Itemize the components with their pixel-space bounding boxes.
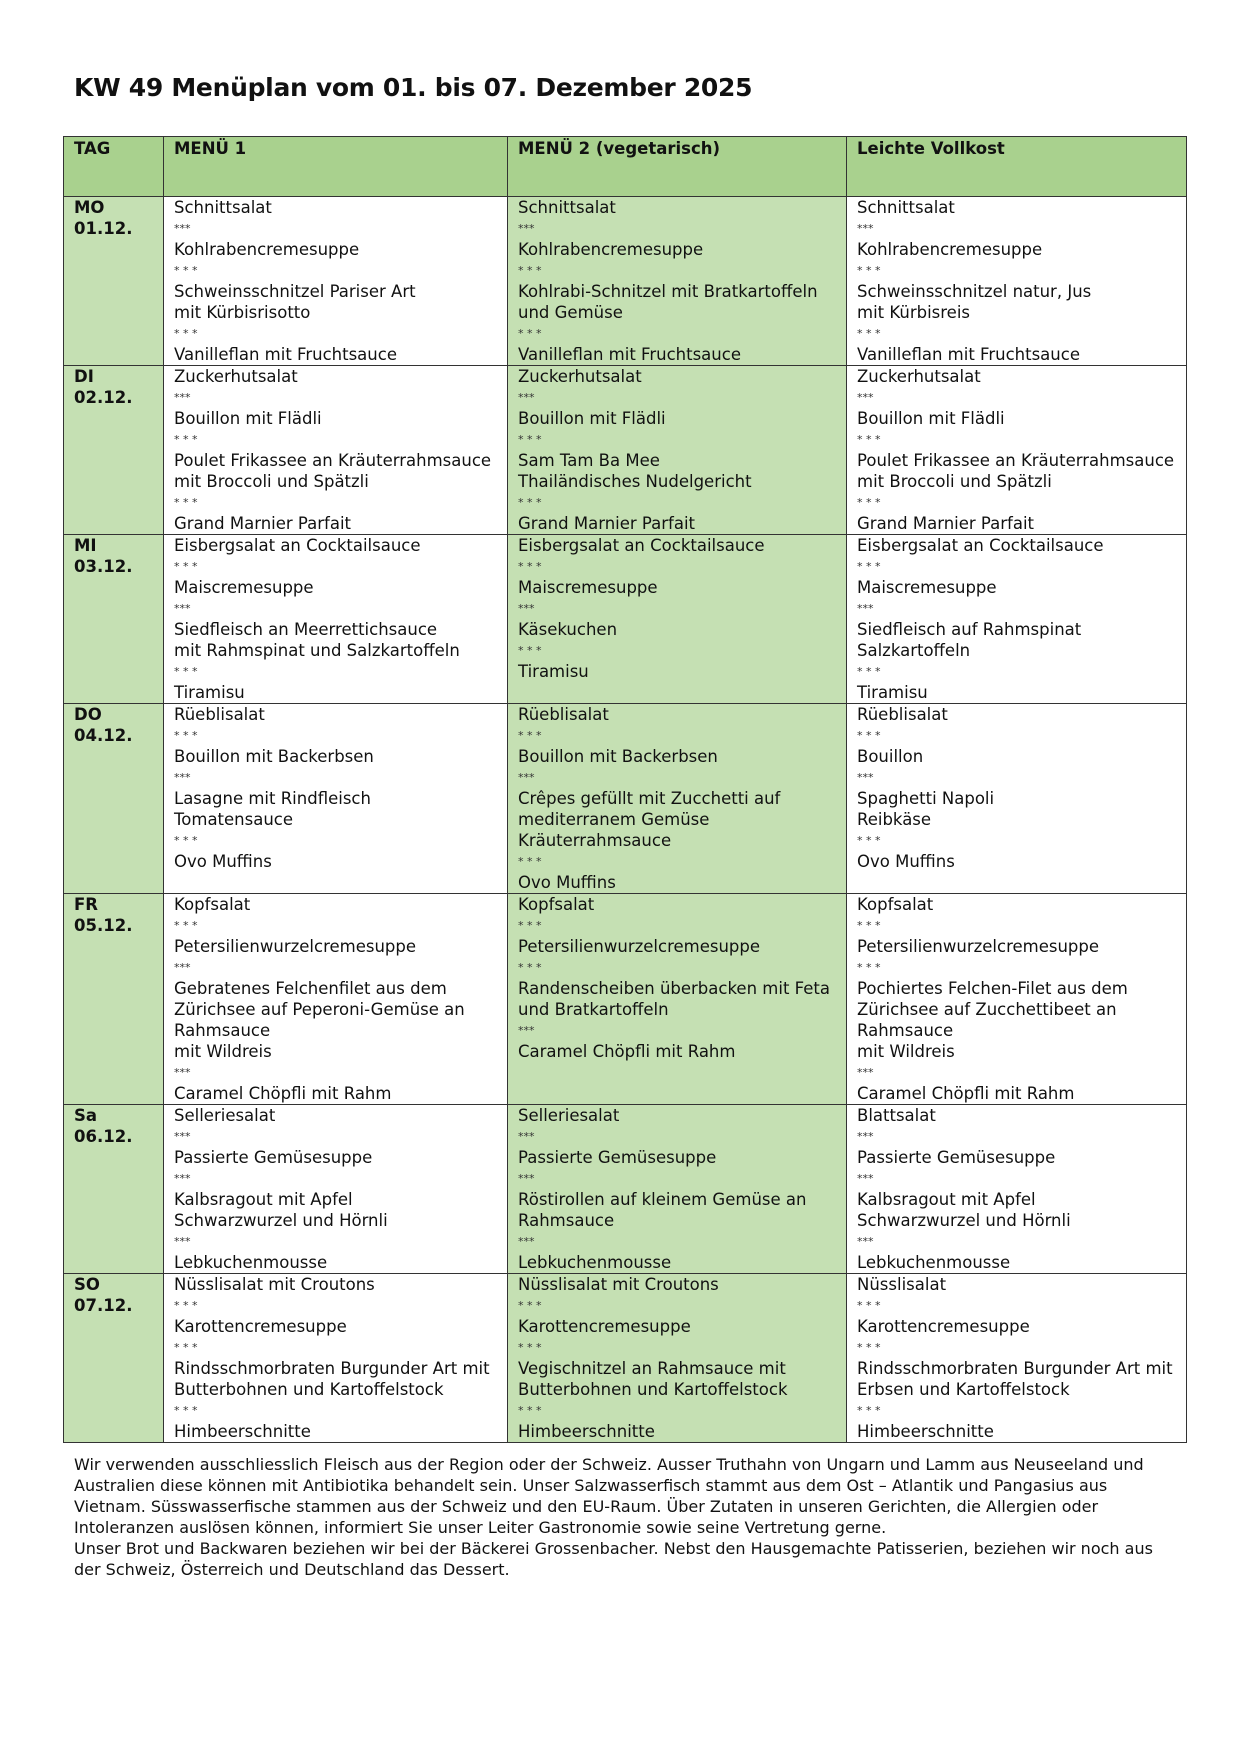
- dish-line: Eisbergsalat an Cocktailsauce: [857, 536, 1104, 555]
- course-separator: ***: [857, 222, 874, 235]
- dish-line: Ovo Muffins: [857, 852, 955, 871]
- dish-line: Bouillon mit Flädli: [518, 409, 666, 428]
- menu-body: [64, 197, 1187, 1443]
- dish-line: Selleriesalat: [174, 1106, 276, 1125]
- dish-line: Rindsschmorbraten Burgunder Art mit: [857, 1359, 1173, 1378]
- dish-line: Kalbsragout mit Apfel: [857, 1190, 1036, 1209]
- vollkost-cell: [847, 1105, 1187, 1274]
- course-separator: * * *: [174, 327, 198, 340]
- dish-line: Vegischnitzel an Rahmsauce mit: [518, 1359, 786, 1378]
- vollkost-cell: [847, 535, 1187, 704]
- course-separator: ***: [518, 602, 535, 615]
- dish-line: Tiramisu: [857, 683, 928, 702]
- course-separator: ***: [518, 1172, 535, 1185]
- dish-line: Caramel Chöpfli mit Rahm: [518, 1042, 736, 1061]
- course-separator: ***: [857, 602, 874, 615]
- day-date: 07.12.: [74, 1296, 133, 1315]
- dish-line: Röstirollen auf kleinem Gemüse an: [518, 1190, 807, 1209]
- course-separator: * * *: [857, 665, 881, 678]
- dish-line: Kopfsalat: [857, 895, 934, 914]
- menu2-cell: [508, 366, 847, 535]
- course-separator: * * *: [518, 560, 542, 573]
- dish-line: Nüsslisalat: [857, 1275, 947, 1294]
- dish-line: Bouillon mit Backerbsen: [518, 747, 718, 766]
- course-separator: * * *: [518, 961, 542, 974]
- dish-line: Passierte Gemüsesuppe: [518, 1148, 717, 1167]
- menu2-cell: [508, 1105, 847, 1274]
- course-separator: ***: [518, 1024, 535, 1037]
- dish-line: Schwarzwurzel und Hörnli: [857, 1211, 1071, 1230]
- footer-notes: [74, 1454, 1174, 1580]
- menu1-cell: [164, 704, 508, 894]
- day-name: DO: [74, 705, 102, 724]
- dish-line: Caramel Chöpfli mit Rahm: [857, 1084, 1075, 1103]
- dish-line: mediterranem Gemüse: [518, 810, 710, 829]
- course-separator: * * *: [857, 1299, 881, 1312]
- menu1-cell: [164, 366, 508, 535]
- dish-line: Schweinsschnitzel natur, Jus: [857, 282, 1092, 301]
- day-date: 06.12.: [74, 1127, 133, 1146]
- dish-line: Maiscremesuppe: [174, 578, 314, 597]
- course-separator: ***: [174, 1130, 191, 1143]
- dish-line: Bouillon mit Flädli: [174, 409, 322, 428]
- dish-line: Rüeblisalat: [518, 705, 609, 724]
- dish-line: Tiramisu: [174, 683, 245, 702]
- course-separator: ***: [174, 961, 191, 974]
- course-separator: * * *: [518, 496, 542, 509]
- course-separator: * * *: [857, 496, 881, 509]
- dish-line: Petersilienwurzelcremesuppe: [174, 937, 417, 956]
- dish-line: Maiscremesuppe: [857, 578, 997, 597]
- dish-line: Ovo Muffins: [174, 852, 272, 871]
- day-row: [64, 1105, 1187, 1274]
- course-separator: * * *: [174, 264, 198, 277]
- dish-line: Käsekuchen: [518, 620, 618, 639]
- dish-line: Petersilienwurzelcremesuppe: [518, 937, 761, 956]
- footer-paragraph: Wir verwenden ausschliesslich Fleisch aus der Region oder der Schweiz. Ausser Truthahn von Ungarn und Lamm aus Neuseeland und Australien diese können mit Antibiotika behandelt sein. Unser Salzwasserfisch stammt aus dem Ost – Atlantik und Pangasius aus Vietnam. Süsswasserfische stammen aus der Schweiz und den EU-Raum. Über Zutaten in unseren Gerichten, die Allergien oder Intoleranzen auslösen können, informiert Sie unser Leiter Gastronomie sowie seine Vertretung gerne.: [74, 1455, 1144, 1537]
- dish-line: Karottencremesuppe: [174, 1317, 347, 1336]
- day-cell: [64, 197, 164, 366]
- course-separator: ***: [174, 391, 191, 404]
- dish-line: Himbeerschnitte: [518, 1422, 655, 1441]
- dish-line: Nüsslisalat mit Croutons: [518, 1275, 719, 1294]
- dish-line: Tomatensauce: [174, 810, 294, 829]
- course-separator: * * *: [857, 1341, 881, 1354]
- dish-line: Kräuterrahmsauce: [518, 831, 672, 850]
- course-separator: ***: [857, 391, 874, 404]
- menu1-cell: [164, 894, 508, 1105]
- dish-line: Vanilleflan mit Fruchtsauce: [857, 345, 1080, 364]
- dish-line: Ovo Muffins: [518, 873, 616, 892]
- dish-line: Sam Tam Ba Mee: [518, 451, 660, 470]
- dish-line: Crêpes gefüllt mit Zucchetti auf: [518, 789, 781, 808]
- course-separator: ***: [518, 222, 535, 235]
- dish-line: Lebkuchenmousse: [518, 1253, 672, 1272]
- vollkost-cell: [847, 1274, 1187, 1443]
- course-separator: * * *: [857, 264, 881, 277]
- dish-line: Erbsen und Kartoffelstock: [857, 1380, 1070, 1399]
- header-row: [64, 137, 1187, 197]
- course-separator: * * *: [518, 644, 542, 657]
- dish-line: Kohlrabencremesuppe: [518, 240, 704, 259]
- day-date: 05.12.: [74, 916, 133, 935]
- course-separator: ***: [174, 771, 191, 784]
- course-separator: * * *: [857, 433, 881, 446]
- day-row: [64, 197, 1187, 366]
- course-separator: ***: [174, 222, 191, 235]
- day-row: [64, 535, 1187, 704]
- day-name: MI: [74, 536, 97, 555]
- day-name: FR: [74, 895, 98, 914]
- dish-line: Reibkäse: [857, 810, 932, 829]
- dish-line: Bouillon: [857, 747, 924, 766]
- day-cell: [64, 1274, 164, 1443]
- dish-line: Zuckerhutsalat: [857, 367, 981, 386]
- course-separator: * * *: [174, 729, 198, 742]
- page-title: KW 49 Menüplan vom 01. bis 07. Dezember 2025: [74, 73, 753, 102]
- dish-line: mit Kürbisrisotto: [174, 303, 311, 322]
- header-tag: TAG: [64, 137, 164, 197]
- menu1-cell: [164, 535, 508, 704]
- vollkost-cell: [847, 894, 1187, 1105]
- day-date: 02.12.: [74, 388, 133, 407]
- header-vollkost: Leichte Vollkost: [847, 137, 1187, 197]
- dish-line: Schnittsalat: [518, 198, 616, 217]
- day-cell: [64, 894, 164, 1105]
- dish-line: Maiscremesuppe: [518, 578, 658, 597]
- course-separator: ***: [518, 771, 535, 784]
- course-separator: * * *: [857, 327, 881, 340]
- course-separator: * * *: [518, 1299, 542, 1312]
- course-separator: * * *: [518, 433, 542, 446]
- day-name: SO: [74, 1275, 100, 1294]
- dish-line: Kopfsalat: [174, 895, 251, 914]
- dish-line: Lebkuchenmousse: [857, 1253, 1011, 1272]
- course-separator: * * *: [857, 961, 881, 974]
- vollkost-cell: [847, 366, 1187, 535]
- dish-line: Schnittsalat: [857, 198, 955, 217]
- course-separator: ***: [174, 1235, 191, 1248]
- dish-line: Bouillon mit Backerbsen: [174, 747, 374, 766]
- dish-line: Vanilleflan mit Fruchtsauce: [174, 345, 397, 364]
- dish-line: Lebkuchenmousse: [174, 1253, 328, 1272]
- vollkost-cell: [847, 704, 1187, 894]
- dish-line: Poulet Frikassee an Kräuterrahmsauce: [174, 451, 492, 470]
- dish-line: Kalbsragout mit Apfel: [174, 1190, 353, 1209]
- course-separator: * * *: [857, 729, 881, 742]
- day-row: [64, 366, 1187, 535]
- course-separator: * * *: [518, 1341, 542, 1354]
- course-separator: * * *: [518, 264, 542, 277]
- dish-line: Schnittsalat: [174, 198, 272, 217]
- course-separator: * * *: [174, 1341, 198, 1354]
- dish-line: Nüsslisalat mit Croutons: [174, 1275, 375, 1294]
- day-cell: [64, 704, 164, 894]
- dish-line: Tiramisu: [518, 662, 589, 681]
- dish-line: Gebratenes Felchenfilet aus dem: [174, 979, 447, 998]
- dish-line: Himbeerschnitte: [174, 1422, 311, 1441]
- header-menu1: MENÜ 1: [164, 137, 508, 197]
- dish-line: Lasagne mit Rindfleisch: [174, 789, 371, 808]
- dish-line: mit Wildreis: [174, 1042, 272, 1061]
- dish-line: Eisbergsalat an Cocktailsauce: [518, 536, 765, 555]
- dish-line: Rüeblisalat: [174, 705, 265, 724]
- course-separator: * * *: [518, 855, 542, 868]
- dish-line: Schwarzwurzel und Hörnli: [174, 1211, 388, 1230]
- course-separator: * * *: [518, 729, 542, 742]
- dish-line: Blattsalat: [857, 1106, 936, 1125]
- dish-line: Passierte Gemüsesuppe: [857, 1148, 1056, 1167]
- day-name: MO: [74, 198, 105, 217]
- menu2-cell: [508, 197, 847, 366]
- dish-line: Pochiertes Felchen-Filet aus dem: [857, 979, 1128, 998]
- dish-line: Selleriesalat: [518, 1106, 620, 1125]
- course-separator: ***: [174, 1172, 191, 1185]
- course-separator: ***: [518, 1130, 535, 1143]
- menu2-cell: [508, 535, 847, 704]
- dish-line: Rahmsauce: [857, 1021, 954, 1040]
- vollkost-cell: [847, 197, 1187, 366]
- menu1-cell: [164, 1105, 508, 1274]
- course-separator: * * *: [174, 496, 198, 509]
- dish-line: Rindsschmorbraten Burgunder Art mit: [174, 1359, 490, 1378]
- dish-line: Grand Marnier Parfait: [174, 514, 351, 533]
- dish-line: und Gemüse: [518, 303, 623, 322]
- dish-line: Siedfleisch an Meerrettichsauce: [174, 620, 438, 639]
- dish-line: Poulet Frikassee an Kräuterrahmsauce: [857, 451, 1175, 470]
- day-date: 03.12.: [74, 557, 133, 576]
- dish-line: Vanilleflan mit Fruchtsauce: [518, 345, 741, 364]
- course-separator: ***: [857, 1066, 874, 1079]
- dish-line: Butterbohnen und Kartoffelstock: [518, 1380, 788, 1399]
- dish-line: Zuckerhutsalat: [174, 367, 298, 386]
- dish-line: Bouillon mit Flädli: [857, 409, 1005, 428]
- day-row: [64, 894, 1187, 1105]
- dish-line: Kohlrabencremesuppe: [857, 240, 1043, 259]
- course-separator: * * *: [857, 1404, 881, 1417]
- dish-line: Kohlrabencremesuppe: [174, 240, 360, 259]
- course-separator: ***: [857, 1235, 874, 1248]
- dish-line: Randenscheiben überbacken mit Feta: [518, 979, 830, 998]
- dish-line: Grand Marnier Parfait: [857, 514, 1034, 533]
- dish-line: Kopfsalat: [518, 895, 595, 914]
- day-row: [64, 1274, 1187, 1443]
- dish-line: Zuckerhutsalat: [518, 367, 642, 386]
- dish-line: Caramel Chöpfli mit Rahm: [174, 1084, 392, 1103]
- course-separator: * * *: [174, 1404, 198, 1417]
- course-separator: ***: [857, 1130, 874, 1143]
- course-separator: * * *: [174, 433, 198, 446]
- dish-line: Grand Marnier Parfait: [518, 514, 695, 533]
- dish-line: Eisbergsalat an Cocktailsauce: [174, 536, 421, 555]
- day-date: 04.12.: [74, 726, 133, 745]
- dish-line: Karottencremesuppe: [518, 1317, 691, 1336]
- dish-line: mit Kürbisreis: [857, 303, 971, 322]
- footer-paragraph: Unser Brot und Backwaren beziehen wir bei der Bäckerei Grossenbacher. Nebst den Hausgemachte Patisserien, beziehen wir noch aus der Schweiz, Österreich und Deutschland das Dessert.: [74, 1539, 1153, 1579]
- dish-line: Siedfleisch auf Rahmspinat: [857, 620, 1082, 639]
- course-separator: * * *: [174, 834, 198, 847]
- dish-line: Rahmsauce: [518, 1211, 615, 1230]
- menu2-cell: [508, 704, 847, 894]
- dish-line: Butterbohnen und Kartoffelstock: [174, 1380, 444, 1399]
- course-separator: * * *: [518, 919, 542, 932]
- menu1-cell: [164, 1274, 508, 1443]
- dish-line: mit Wildreis: [857, 1042, 955, 1061]
- dish-line: Himbeerschnitte: [857, 1422, 994, 1441]
- course-separator: ***: [518, 391, 535, 404]
- course-separator: * * *: [174, 919, 198, 932]
- dish-line: Salzkartoffeln: [857, 641, 971, 660]
- dish-line: Karottencremesuppe: [857, 1317, 1030, 1336]
- dish-line: mit Broccoli und Spätzli: [857, 472, 1052, 491]
- day-cell: [64, 535, 164, 704]
- day-name: DI: [74, 367, 94, 386]
- course-separator: * * *: [518, 1404, 542, 1417]
- course-separator: * * *: [174, 560, 198, 573]
- dish-line: Thailändisches Nudelgericht: [518, 472, 752, 491]
- course-separator: * * *: [518, 327, 542, 340]
- dish-line: Kohlrabi-Schnitzel mit Bratkartoffeln: [518, 282, 818, 301]
- course-separator: ***: [174, 602, 191, 615]
- dish-line: Rüeblisalat: [857, 705, 948, 724]
- dish-line: mit Broccoli und Spätzli: [174, 472, 369, 491]
- day-cell: [64, 1105, 164, 1274]
- dish-line: Passierte Gemüsesuppe: [174, 1148, 373, 1167]
- day-date: 01.12.: [74, 219, 133, 238]
- header-menu2: MENÜ 2 (vegetarisch): [508, 137, 847, 197]
- dish-line: Zürichsee auf Zucchettibeet an: [857, 1000, 1117, 1019]
- dish-line: Spaghetti Napoli: [857, 789, 995, 808]
- course-separator: * * *: [174, 1299, 198, 1312]
- course-separator: ***: [518, 1235, 535, 1248]
- course-separator: ***: [174, 1066, 191, 1079]
- course-separator: ***: [857, 1172, 874, 1185]
- course-separator: * * *: [857, 834, 881, 847]
- course-separator: * * *: [857, 560, 881, 573]
- day-name: Sa: [74, 1106, 98, 1125]
- dish-line: Rahmsauce: [174, 1021, 271, 1040]
- menu-table: [63, 136, 1187, 1443]
- dish-line: mit Rahmspinat und Salzkartoffeln: [174, 641, 460, 660]
- day-cell: [64, 366, 164, 535]
- course-separator: * * *: [857, 919, 881, 932]
- dish-line: Schweinsschnitzel Pariser Art: [174, 282, 416, 301]
- course-separator: * * *: [174, 665, 198, 678]
- menu2-cell: [508, 1274, 847, 1443]
- course-separator: ***: [857, 771, 874, 784]
- dish-line: Petersilienwurzelcremesuppe: [857, 937, 1100, 956]
- menu1-cell: [164, 197, 508, 366]
- dish-line: Zürichsee auf Peperoni-Gemüse an: [174, 1000, 465, 1019]
- day-row: [64, 704, 1187, 894]
- menu2-cell: [508, 894, 847, 1105]
- dish-line: und Bratkartoffeln: [518, 1000, 669, 1019]
